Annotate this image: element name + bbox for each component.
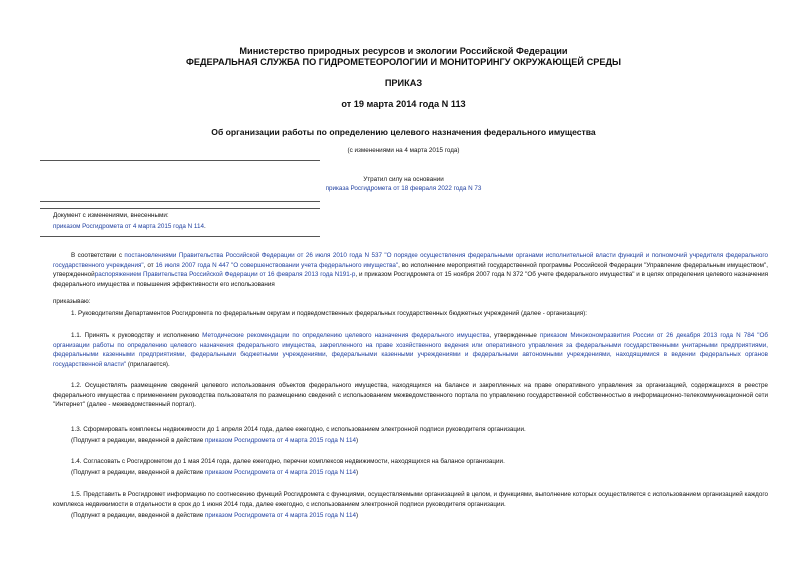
lost-force-text: Утратил силу на основании: [363, 176, 444, 183]
amendment-note: (Подпункт в редакции, введенной в действие приказом Росгидромета от 4 марта 2015 года N 114): [71, 469, 359, 476]
document-title: Об организации работы по определению целевого назначения федерального имущества: [211, 127, 596, 137]
service-name: ФЕДЕРАЛЬНАЯ СЛУЖБА ПО ГИДРОМЕТЕОРОЛОГИИ И МОНИТОРИНГУ ОКРУЖАЮЩЕЙ СРЕДЫ: [186, 57, 621, 67]
decree-537-link[interactable]: постановлениями Правительства Российской Федерации от 26 июля 2010 года N 537 "О порядке осуществления федеральными органами исполнительной власти функций и полномочий учредителя федерального государственного учреждения": [53, 252, 768, 269]
ministry-name: Министерство природных ресурсов и экологии Российской Федерации: [239, 46, 568, 56]
amendment-link[interactable]: приказом Росгидромета от 4 марта 2015 года N 114: [53, 223, 204, 230]
paragraph-1-3: 1.3. Сформировать комплексы недвижимости до 1 апреля 2014 года, далее ежегодно, с использованием электронной подписи руководителя организации.: [71, 426, 526, 433]
amendments-box-label: Документ с изменениями, внесенными:: [53, 212, 169, 219]
separator-line: [40, 201, 320, 202]
amended-note: (с изменениями на 4 марта 2015 года): [347, 147, 460, 154]
amendment-note-link[interactable]: приказом Росгидромета от 4 марта 2015 года N 114: [205, 512, 356, 519]
separator-line: [40, 208, 320, 209]
amendment-note-link[interactable]: приказом Росгидромета от 4 марта 2015 года N 114: [205, 469, 356, 476]
order-word: приказываю:: [53, 298, 91, 305]
preamble-paragraph: В соответствии с постановлениями Правительства Российской Федерации от 26 июля 2010 года N 537 "О порядке осуществления федеральными органами исполнительной власти функций и полномочий учредителя федерального государственного учреждения", от 16 июля 2007 года N 447 "О совершенствовании учета федерального имущества", во исполнение мероприятий государственной программы Российской Федерации "Управление федеральным имуществом", утвержденнойраспоряжением Правительства Российской Федерации от 16 февраля 2013 года N191-р, и приказом Росгидромета от 15 ноября 2007 года N 372 "Об учете федерального имущества" и в целях определения целевого назначения федерального имущества и повышения эффективности его использования: [53, 252, 769, 288]
amendment-note-link[interactable]: приказом Росгидромета от 4 марта 2015 года N 114: [205, 437, 356, 444]
paragraph-1: 1. Руководителям Департаментов Росгидромета по федеральным округам и подведомственных федеральных государственных бюджетных учреждений (далее - организация):: [71, 310, 587, 317]
paragraph-1-2: 1.2. Осуществлять размещение сведений целевого использования объектов федерального имущества, находящихся на балансе и закрепленных на праве оперативного управления за организацией, содержащихся в реестре федерального имущества с применением руководства пользователя по размещению сведений с использованием межведомственного портала по управлению государственной собственностью в информационно-телекоммуникационной сети "Интернет" (далее - межведомственный портал).: [53, 382, 768, 409]
paragraph-1-5: 1.5. Представить в Росгидромет информацию по соотнесению функций Росгидромета с функциями, осуществляемыми организацией в целом, и функциями, выполнение которых осуществляется с использованием организацией каждого комплекса недвижимости в отдельности в срок до 1 июня 2014 года, далее ежегодно, с использованием электронной подписи руководителя организации.: [53, 491, 768, 508]
paragraph-1-4: 1.4. Согласовать с Росгидрометом до 1 мая 2014 года, далее ежегодно, перечни комплексов недвижимости, находящихся на балансе организации.: [71, 458, 505, 465]
separator-line: [40, 236, 320, 237]
document-date-number: от 19 марта 2014 года N 113: [341, 99, 466, 109]
decree-447-link[interactable]: 16 июля 2007 года N 447 "О совершенствовании учета федерального имущества": [155, 261, 399, 269]
lost-force-link[interactable]: приказа Росгидромета от 18 февраля 2022 года N 73: [325, 185, 482, 192]
order-191-link[interactable]: распоряжением Правительства Российской Федерации от 16 февраля 2013 года N191-р: [94, 271, 356, 279]
paragraph-1-1: 1.1. Принять к руководству и исполнению Методические рекомендации по определению целевого назначения федерального имущества, утвержденные приказом Минэкономразвития России от 26 декабря 2013 года N 784 "Об организации работы по определению целевого назначения федерального имущества, закрепленного на праве хозяйственного ведения или оперативного управления за федеральными государственными унитарными предприятиями, федеральными казенными предприятиями, федеральными бюджетными учреждениями, федеральными казенными учреждениями и федеральными автономными учреждениями, находящимися в ведении федеральных органов государственной власти" (прилагается).: [53, 332, 769, 368]
method-recommendations-link[interactable]: Методические рекомендации по определению целевого назначения федерального имущества: [202, 332, 490, 339]
amendments-box-line: приказом Росгидромета от 4 марта 2015 года N 114.: [53, 223, 206, 230]
amendment-note: (Подпункт в редакции, введенной в действие приказом Росгидромета от 4 марта 2015 года N 114): [71, 512, 359, 519]
order-784-link[interactable]: приказом Минэкономразвития России от 26 декабря 2013 года N 784 "Об организации работы по определению целевого назначения федерального имущества, закрепленного на праве хозяйственного ведения или оперативного управления за федеральными государственными унитарными предприятиями, федеральными казенными предприятиями, федеральными бюджетными учреждениями, федеральными казенными учреждениями и федеральными автономными учреждениями, находящимися в ведении федеральных органов государственной власти": [53, 332, 769, 368]
amendment-note: (Подпункт в редакции, введенной в действие приказом Росгидромета от 4 марта 2015 года N 114): [71, 437, 359, 444]
document-type: ПРИКАЗ: [384, 78, 423, 88]
separator-line: [40, 160, 320, 161]
